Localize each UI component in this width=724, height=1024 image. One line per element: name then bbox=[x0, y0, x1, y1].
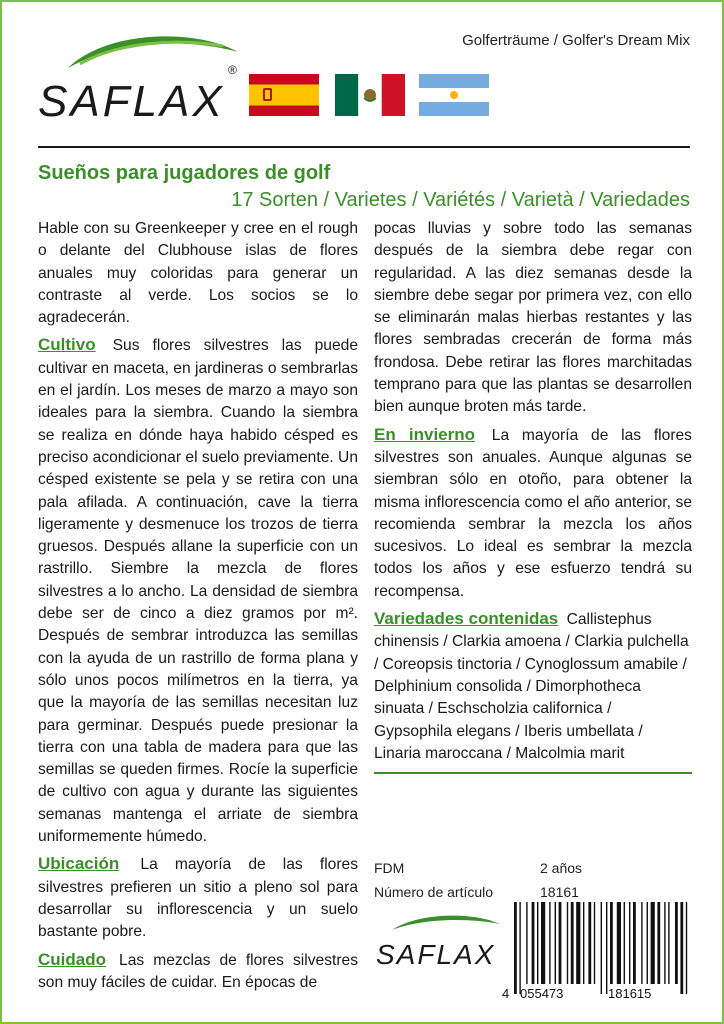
spain-flag-icon bbox=[249, 74, 319, 116]
fdm-value: 2 años bbox=[540, 860, 583, 876]
argentina-flag-icon bbox=[419, 74, 489, 116]
cuidado-continued: pocas lluvias y sobre todo las semanas después de la siembra debe regar con regularidad. A las diez semanas desde la siembre debe segar por primera vez, con ello se eliminarán malas hierbas restantes y las flores sembradas crecerán de forma más frondosa. Debe retirar las flores marchitadas temprano para que las plantas se desarrollen bien aunque broten más tarde. bbox=[374, 220, 692, 416]
right-column bbox=[374, 218, 692, 770]
ubicacion-heading: Ubicación bbox=[38, 854, 120, 874]
registered-mark: ® bbox=[228, 63, 237, 77]
product-title: Sueños para jugadores de golf bbox=[38, 162, 331, 184]
article-label: Número de artículo bbox=[374, 884, 494, 900]
invierno-text: La mayoría de las flores silvestres son anuales. Aunque algunas se siembran sólo en otoño, para obtener la misma inflorescencia como el año anterior, se recomienda sembrar la mezcla los años sucesivos. Lo ideal es sembrar la mezcla todos los años y ese esfuerzo tendrá su recompensa. bbox=[374, 426, 692, 600]
cultivo-heading: Cultivo bbox=[38, 335, 96, 355]
intro-paragraph: Hable con su Greenkeeper y cree en el rough o delante del Clubhouse islas de flores anuales muy coloridas para generar un contraste al verde. Los socios se lo agradecerán. bbox=[38, 220, 358, 327]
left-column bbox=[38, 218, 358, 999]
barcode-digit-first: 4 bbox=[502, 986, 510, 1001]
mexico-flag-icon bbox=[335, 74, 405, 116]
article-value: 18161 bbox=[540, 884, 579, 900]
saflax-small-logo bbox=[374, 910, 504, 972]
barcode-digits-left: 055473 bbox=[520, 986, 564, 1001]
brand-text: SAFLAX bbox=[38, 77, 225, 124]
cuidado-section bbox=[38, 949, 358, 995]
cuidado-text: Las mezclas de flores silvestres son muy fáciles de cuidar. En épocas de bbox=[38, 951, 358, 991]
cultivo-text: Sus flores silvestres las puede cultivar en maceta, en jardineras o sembrarlas en el jardín. Los meses de marzo a mayo son ideales para la siembra. Cuando la siembra se realiza en dónde haya habido césped es preciso acondicionar el suelo previamente. Un césped existente se pela y se retira con una pala afilada. A continuación, cave la tierra ligeramente y desmenuce los trozos de tierra gruesos. Después allane la superficie con un rastrillo. Siembre la mezcla de flores silvestres a lo ancho. La densidad de siembra debe ser de cinco a diez gramos por m². Después de sembrar introduzca las semillas con la ayuda de un rastrillo de forma plana y sólo unos pocos milímetros en la tierra, ya que la mayoría de las semillas necesitan luz para germinar. Después puede presionar la tierra con una tabla de madera para que las semillas se queden firmes. Rocíe la superficie de cultivo con agua y durante las siguientes semanas mantenga el arriate de siembra uniformemente húmedo. bbox=[38, 337, 358, 846]
ubicacion-text: La mayoría de las flores silvestres prefieren un sitio a pleno sol para desarrollar su inflorescencia y un suelo bastante pobre. bbox=[38, 856, 358, 941]
cuidado-heading: Cuidado bbox=[38, 949, 106, 969]
ubicacion-section bbox=[38, 853, 358, 943]
variedades-text: Callistephus chinensis / Clarkia amoena / Clarkia pulchella / Coreopsis tinctoria / Cynoglossum amabile / Delphinium consolida / Dimorphotheca sinuata / Eschscholzia californica / Gypsophila elegans / Iberis umbellata / Linaria maroccana / Malcolmia marit bbox=[374, 611, 689, 762]
invierno-section bbox=[374, 424, 692, 603]
header-divider bbox=[38, 146, 690, 148]
variedades-rule bbox=[374, 772, 692, 774]
variedades-heading: Variedades contenidas bbox=[374, 609, 559, 629]
header-title: Golferträume / Golfer's Dream Mix bbox=[462, 32, 690, 49]
fdm-label: FDM bbox=[374, 860, 405, 876]
barcode bbox=[502, 900, 694, 1002]
cultivo-section bbox=[38, 334, 358, 848]
invierno-heading: En invierno bbox=[374, 424, 476, 444]
saflax-logo bbox=[38, 24, 248, 124]
variedades-section bbox=[374, 608, 692, 765]
product-subtitle: 17 Sorten / Varietes / Variétés / Varietà / Variedades bbox=[231, 189, 690, 211]
barcode-digits-right: 181615 bbox=[608, 986, 652, 1001]
svg-text:SAFLAX: SAFLAX bbox=[376, 939, 496, 970]
